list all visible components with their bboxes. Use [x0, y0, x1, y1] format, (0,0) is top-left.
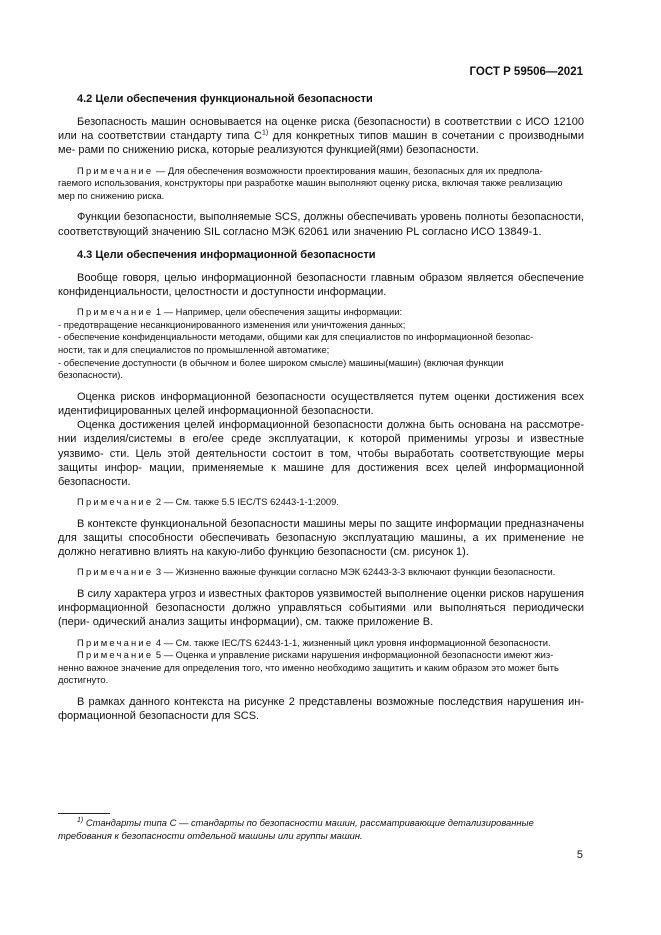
s42-paragraph-2	[58, 210, 584, 238]
section-4-3-title: 4.3 Цели обеспечения информационной безопасности	[77, 248, 376, 261]
text-line: идентифицированных целей информационной безопасности.	[58, 404, 374, 417]
note-item: - предотвращение несанкционированного изменения или уничтожения данных;	[58, 318, 406, 330]
note-text: гаемого использования, конструкторы при разработке машин выполняют оценку риска, включая также реализацию	[58, 177, 563, 189]
s43-note-4-5	[58, 637, 584, 687]
text-line: В рамках данного контекста на рисунке 2 представлены возможные последствия нарушения ин-	[77, 695, 584, 708]
s43-paragraph-3	[58, 418, 584, 489]
note-item: безопасности).	[58, 369, 123, 381]
note-text: 3 — Жизненно важные функции согласно МЭК 62443-3-3 включают функции безопасности.	[153, 566, 556, 578]
note-text: достигнуто.	[58, 674, 109, 686]
text-line: Безопасность машин основывается на оценке риска (безопасности) в соответствии с ИСО 12100	[77, 116, 584, 128]
text-line: Оценка рисков информационной безопасности осуществляется путем оценки достижения всех	[77, 390, 584, 403]
footnote	[58, 817, 584, 842]
s43-paragraph-6	[58, 695, 584, 723]
s42-paragraph-1	[58, 115, 584, 158]
text-line: нии изделия/системы в его/ее среде эксплуатации, к которой применимы угрозы и известные уязвимо-	[58, 433, 584, 460]
text-line: или на соответствии стандарту типа С	[58, 130, 262, 143]
s43-paragraph-2	[58, 390, 584, 418]
note-label: Примечание	[77, 306, 154, 318]
footnote-text: Стандарты типа С — стандарты по безопасности машин, рассматривающие детализированные	[83, 817, 534, 828]
note-text: 4 — См. также IEC/TS 62443-1-1, жизненный цикл уровня информационной безопасности.	[153, 636, 551, 648]
note-text: мер по снижению риска.	[58, 189, 165, 201]
footnote-text: требования к безопасности отдельной машины или группы машин.	[58, 829, 363, 841]
text-line: В контексте функциональной безопасности машины меры по защите информации предназначены	[77, 517, 584, 530]
s42-note	[58, 165, 584, 203]
s43-paragraph-1	[58, 271, 584, 299]
note-label: Примечание	[77, 496, 154, 508]
footnote-marker: 1)	[77, 816, 84, 824]
note-label: Примечание	[77, 164, 154, 176]
note-item: ности, так и для специалистов по промышленной автоматике;	[58, 343, 330, 355]
s43-note-2	[58, 496, 584, 509]
main-content	[58, 92, 584, 730]
text-line: информационной безопасности должно управляться событиями или выполняться периодически (пери-	[58, 602, 584, 629]
text-line: Вообще говоря, целью информационной безопасности главным образом является обеспечение	[77, 271, 584, 284]
page-number: 5	[576, 849, 583, 861]
text-line: одический анализ защиты информации), см. также приложение В.	[92, 616, 434, 629]
note-text: 1 — Например, цели обеспечения защиты информации:	[153, 306, 403, 318]
note-item: - обеспечение конфиденциальности методами, общими как для специалистов по информационной безопас-	[58, 331, 534, 343]
text-line: для конкретных типов машин в сочетании с производными ме-	[58, 130, 584, 157]
s43-note-3	[58, 566, 584, 579]
note-text: 5 — Оценка и управление рисками нарушения информационной безопасности имеют жиз-	[153, 649, 554, 661]
section-4-2-title: 4.2 Цели обеспечения функциональной безопасности	[77, 93, 373, 105]
footnote-divider	[58, 813, 110, 814]
text-line: рами по снижению риска, которые реализуются функцией(ями) безопасности.	[78, 144, 479, 157]
document-code: ГОСТ Р 59506—2021	[469, 66, 583, 78]
text-line: В силу характера угроз и известных факторов уязвимостей выполнение оценки рисков нарушения	[77, 587, 584, 600]
note-text: — Для обеспечения возможности проектирования машин, безопасных для их предпола-	[153, 164, 543, 176]
note-label: Примечание	[77, 649, 154, 661]
text-line: Оценка достижения целей информационной безопасности должна быть основана на рассмотре-	[77, 419, 584, 432]
s43-note-1	[58, 306, 584, 382]
note-text: 2 — См. также 5.5 IEC/TS 62443-1-1:2009.	[153, 496, 339, 508]
note-label: Примечание	[77, 636, 154, 648]
text-line: негативно влиять на какую-либо функцию безопасности (см. рисунок 1).	[99, 546, 469, 559]
s43-paragraph-5	[58, 587, 584, 630]
note-label: Примечание	[77, 566, 154, 578]
text-line: конфиденциальности, целостности и доступности информации.	[58, 286, 387, 298]
note-text: ненно важное значение для определения того, что именно необходимо защитить и каким образом это может быть	[58, 661, 559, 673]
text-line: Функции безопасности, выполняемые SCS, должны обеспечивать уровень полноты безопасности,	[77, 211, 584, 224]
text-line: сти. Цель этой деятельности состоит в том, чтобы выработать соответствующие меры защиты инфор-	[58, 447, 584, 474]
text-line: мации, применяемые к машине для достижения всех целей информационной безопасности.	[58, 461, 584, 488]
footnote-ref: 1)	[262, 129, 269, 137]
note-item: - обеспечение доступности (в обычном и более широком смысле) машины(машин) (включая функции	[58, 356, 504, 368]
text-line: формационной безопасности для SCS.	[58, 710, 260, 723]
s43-paragraph-4	[58, 517, 584, 560]
text-line: для защиты способности обеспечивать безопасную эксплуатацию машины, а их применение не должно	[58, 531, 584, 559]
text-line: соответствующий значению SIL согласно МЭК 62061 или значению PL согласно ИСО 13849-1.	[58, 225, 542, 238]
